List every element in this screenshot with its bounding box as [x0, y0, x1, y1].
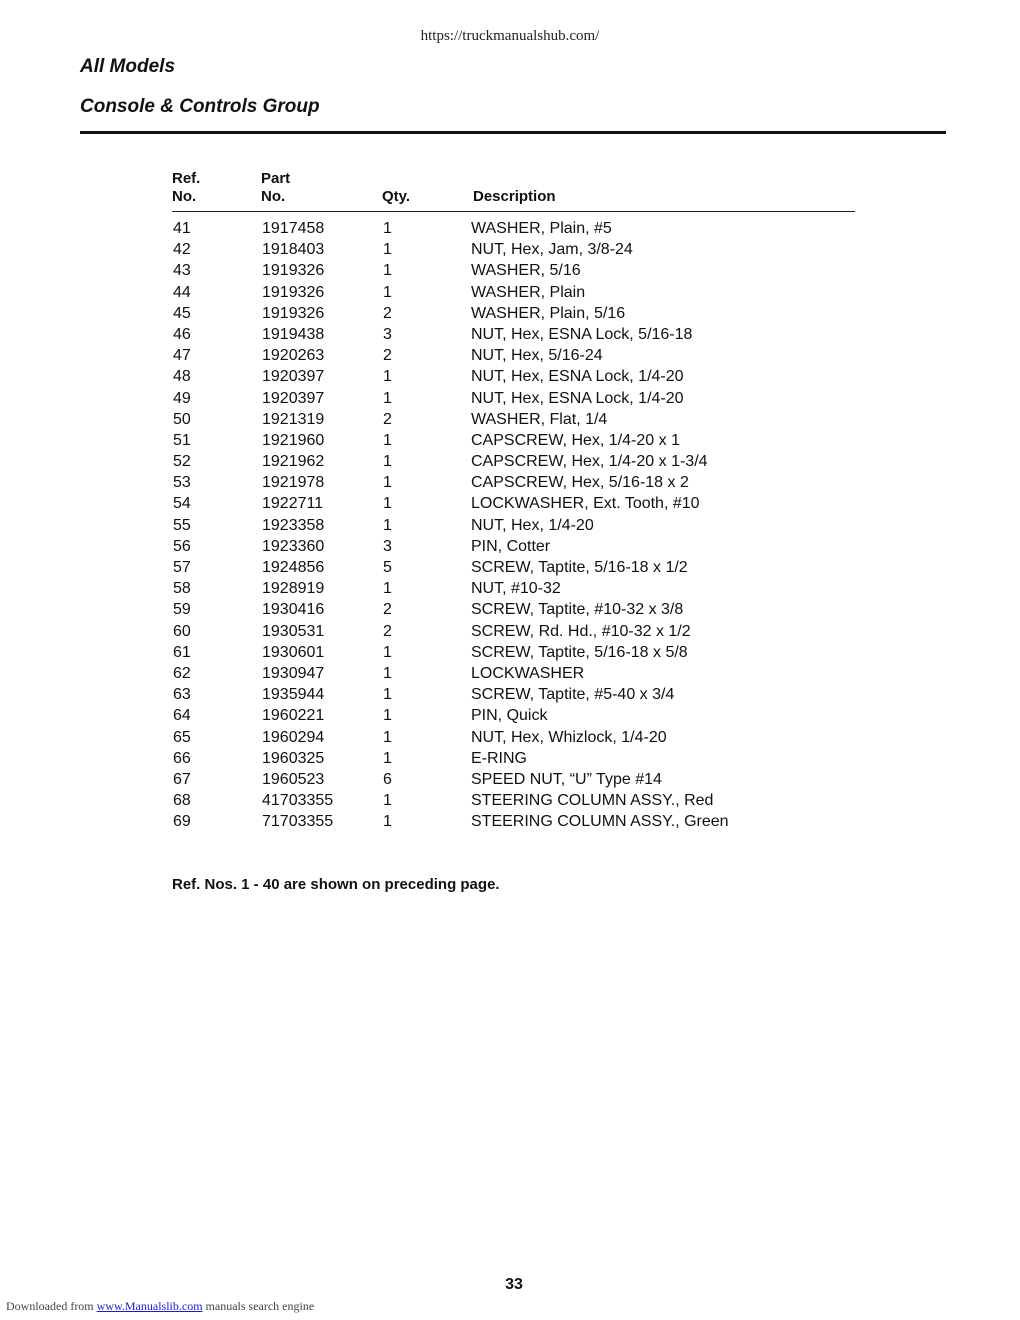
- description-cell: CAPSCREW, Hex, 5/16-18 x 2: [471, 474, 689, 492]
- ref-cell: 53: [173, 474, 191, 492]
- quantity-cell: 1: [383, 495, 392, 513]
- part-number-cell: 1921960: [262, 431, 325, 449]
- table-row: [172, 472, 854, 493]
- quantity-cell: 3: [383, 325, 392, 343]
- table-row: [172, 769, 854, 790]
- table-row: [172, 684, 854, 705]
- part-number-cell: 1921319: [262, 410, 325, 428]
- header-ref-line2: No.: [172, 188, 197, 205]
- ref-cell: 62: [173, 664, 191, 682]
- table-row: [172, 239, 854, 260]
- ref-cell: 42: [173, 241, 191, 259]
- header-divider: [172, 211, 855, 212]
- models-heading: All Models: [80, 56, 176, 77]
- description-cell: PIN, Cotter: [471, 537, 551, 555]
- ref-cell: 52: [173, 453, 191, 471]
- table-row: [172, 663, 854, 684]
- ref-cell: 59: [173, 601, 191, 619]
- header-description: Description: [473, 188, 556, 205]
- ref-cell: 65: [173, 728, 191, 746]
- part-number-cell: 1930601: [262, 643, 325, 661]
- header-ref-line1: Ref.: [172, 170, 201, 187]
- description-cell: WASHER, Flat, 1/4: [471, 410, 608, 428]
- quantity-cell: 2: [383, 410, 392, 428]
- part-number-cell: 1921978: [262, 474, 325, 492]
- header-part-line1: Part: [261, 170, 291, 187]
- ref-cell: 44: [173, 283, 191, 301]
- part-number-cell: 1923358: [262, 516, 325, 534]
- manualslib-link[interactable]: www.Manualslib.com: [96, 1299, 203, 1313]
- group-heading: Console & Controls Group: [80, 96, 320, 117]
- part-number-cell: 1924856: [262, 559, 325, 576]
- ref-cell: 47: [173, 347, 191, 365]
- table-row: [172, 303, 854, 324]
- quantity-cell: 1: [383, 516, 392, 534]
- part-number-cell: 1918403: [262, 241, 325, 259]
- table-row: [172, 345, 854, 366]
- table-row: [172, 811, 854, 832]
- description-cell: SCREW, Taptite, #5-40 x 3/4: [471, 686, 675, 704]
- description-cell: STEERING COLUMN ASSY., Green: [471, 813, 729, 831]
- ref-cell: 58: [173, 580, 191, 598]
- description-cell: WASHER, Plain: [471, 283, 586, 301]
- description-cell: E-RING: [471, 749, 527, 767]
- description-cell: SCREW, Taptite, 5/16-18 x 1/2: [471, 559, 688, 576]
- quantity-cell: 1: [383, 474, 392, 492]
- ref-cell: 68: [173, 792, 191, 810]
- ref-cell: 50: [173, 410, 191, 428]
- part-number-cell: 1919326: [262, 304, 325, 322]
- table-row: [172, 790, 854, 811]
- ref-cell: 66: [173, 749, 191, 767]
- part-number-cell: 1920263: [262, 347, 325, 365]
- quantity-cell: 3: [383, 537, 392, 555]
- heading-rule: [80, 131, 946, 134]
- description-cell: NUT, Hex, Whizlock, 1/4-20: [471, 728, 667, 746]
- quantity-cell: 1: [383, 686, 392, 704]
- description-cell: LOCKWASHER: [471, 664, 585, 682]
- ref-cell: 61: [173, 643, 191, 661]
- table-row: [172, 366, 854, 387]
- part-number-cell: 1960523: [262, 770, 325, 788]
- part-number-cell: 1923360: [262, 537, 325, 555]
- quantity-cell: 2: [383, 601, 392, 619]
- description-cell: WASHER, Plain, 5/16: [471, 304, 626, 322]
- part-number-cell: 1930531: [262, 622, 325, 640]
- quantity-cell: 1: [383, 453, 392, 471]
- footer-prefix: Downloaded from: [6, 1299, 94, 1313]
- table-row: [172, 430, 854, 451]
- ref-cell: 43: [173, 262, 191, 280]
- quantity-cell: 1: [383, 664, 392, 682]
- ref-cell: 46: [173, 325, 191, 343]
- part-number-cell: 1930416: [262, 601, 325, 619]
- ref-cell: 51: [173, 431, 191, 449]
- table-row: [172, 578, 854, 599]
- table-row: [172, 218, 854, 239]
- part-number-cell: 1928919: [262, 580, 325, 598]
- description-cell: SCREW, Rd. Hd., #10-32 x 1/2: [471, 622, 691, 640]
- ref-cell: 67: [173, 770, 191, 788]
- part-number-cell: 1919326: [262, 262, 325, 280]
- quantity-cell: 1: [383, 431, 392, 449]
- quantity-cell: 1: [383, 580, 392, 598]
- table-row: [172, 324, 854, 345]
- part-number-cell: 41703355: [262, 792, 334, 810]
- ref-cell: 48: [173, 368, 191, 386]
- quantity-cell: 1: [383, 220, 392, 237]
- header-part-line2: No.: [261, 188, 286, 205]
- table-row: [172, 493, 854, 514]
- description-cell: SCREW, Taptite, 5/16-18 x 5/8: [471, 643, 688, 661]
- table-row: [172, 409, 854, 430]
- ref-cell: 41: [173, 220, 191, 237]
- quantity-cell: 6: [383, 770, 392, 788]
- description-cell: LOCKWASHER, Ext. Tooth, #10: [471, 495, 700, 513]
- part-number-cell: 1960325: [262, 749, 325, 767]
- description-cell: NUT, Hex, Jam, 3/8-24: [471, 241, 633, 259]
- description-cell: STEERING COLUMN ASSY., Red: [471, 792, 714, 810]
- ref-cell: 49: [173, 389, 191, 407]
- part-number-cell: 1935944: [262, 686, 325, 704]
- download-footer: [6, 1299, 314, 1314]
- ref-cell: 45: [173, 304, 191, 322]
- quantity-cell: 5: [383, 559, 392, 576]
- description-cell: CAPSCREW, Hex, 1/4-20 x 1: [471, 431, 680, 449]
- ref-cell: 69: [173, 813, 191, 831]
- quantity-cell: 1: [383, 262, 392, 280]
- table-row: [172, 621, 854, 642]
- quantity-cell: 2: [383, 622, 392, 640]
- description-cell: WASHER, Plain, #5: [471, 220, 612, 237]
- table-row: [172, 388, 854, 409]
- description-cell: NUT, Hex, ESNA Lock, 5/16-18: [471, 325, 693, 343]
- quantity-cell: 1: [383, 643, 392, 661]
- ref-cell: 55: [173, 516, 191, 534]
- header-ref: [172, 170, 200, 206]
- header-qty: Qty.: [382, 188, 411, 205]
- part-number-cell: 1919326: [262, 283, 325, 301]
- ref-cell: 64: [173, 707, 191, 725]
- table-row: [172, 727, 854, 748]
- description-cell: NUT, Hex, 5/16-24: [471, 347, 603, 365]
- page-number: 33: [505, 1276, 523, 1293]
- ref-cell: 57: [173, 559, 191, 576]
- description-cell: CAPSCREW, Hex, 1/4-20 x 1-3/4: [471, 453, 708, 471]
- part-number-cell: 1920397: [262, 368, 325, 386]
- footer-suffix: manuals search engine: [205, 1299, 315, 1313]
- table-row: [172, 451, 854, 472]
- table-row: [172, 515, 854, 536]
- part-number-cell: 1930947: [262, 664, 325, 682]
- table-row: [172, 260, 854, 281]
- part-number-cell: 71703355: [262, 813, 334, 831]
- quantity-cell: 2: [383, 347, 392, 365]
- table-row: [172, 748, 854, 769]
- quantity-cell: 1: [383, 283, 392, 301]
- part-number-cell: 1920397: [262, 389, 325, 407]
- part-number-cell: 1922711: [262, 495, 324, 513]
- description-cell: SPEED NUT, “U” Type #14: [471, 770, 662, 788]
- table-row: [172, 705, 854, 726]
- quantity-cell: 1: [383, 813, 392, 831]
- quantity-cell: 1: [383, 707, 392, 725]
- quantity-cell: 1: [383, 728, 392, 746]
- quantity-cell: 2: [383, 304, 392, 322]
- part-number-cell: 1921962: [262, 453, 325, 471]
- description-cell: NUT, Hex, ESNA Lock, 1/4-20: [471, 368, 684, 386]
- quantity-cell: 1: [383, 792, 392, 810]
- table-row: [172, 282, 854, 303]
- table-row: [172, 557, 854, 578]
- table-row: [172, 536, 854, 557]
- part-number-cell: 1917458: [262, 220, 325, 237]
- description-cell: NUT, Hex, ESNA Lock, 1/4-20: [471, 389, 684, 407]
- quantity-cell: 1: [383, 368, 392, 386]
- quantity-cell: 1: [383, 389, 392, 407]
- table-header: [172, 170, 854, 212]
- description-cell: WASHER, 5/16: [471, 262, 581, 280]
- description-cell: NUT, Hex, 1/4-20: [471, 516, 594, 534]
- description-cell: PIN, Quick: [471, 707, 548, 725]
- ref-cell: 63: [173, 686, 191, 704]
- description-cell: NUT, #10-32: [471, 580, 561, 598]
- part-number-cell: 1919438: [262, 325, 325, 343]
- table-row: [172, 599, 854, 620]
- part-number-cell: 1960294: [262, 728, 325, 746]
- part-number-cell: 1960221: [262, 707, 325, 725]
- quantity-cell: 1: [383, 241, 392, 259]
- description-cell: SCREW, Taptite, #10-32 x 3/8: [471, 601, 684, 619]
- source-url: https://truckmanualshub.com/: [420, 28, 600, 44]
- ref-cell: 60: [173, 622, 191, 640]
- parts-table-body: [172, 218, 854, 832]
- quantity-cell: 1: [383, 749, 392, 767]
- ref-cell: 54: [173, 495, 191, 513]
- ref-cell: 56: [173, 537, 191, 555]
- table-row: [172, 642, 854, 663]
- header-part: [261, 170, 290, 206]
- preceding-page-note: Ref. Nos. 1 - 40 are shown on preceding page.: [172, 876, 500, 893]
